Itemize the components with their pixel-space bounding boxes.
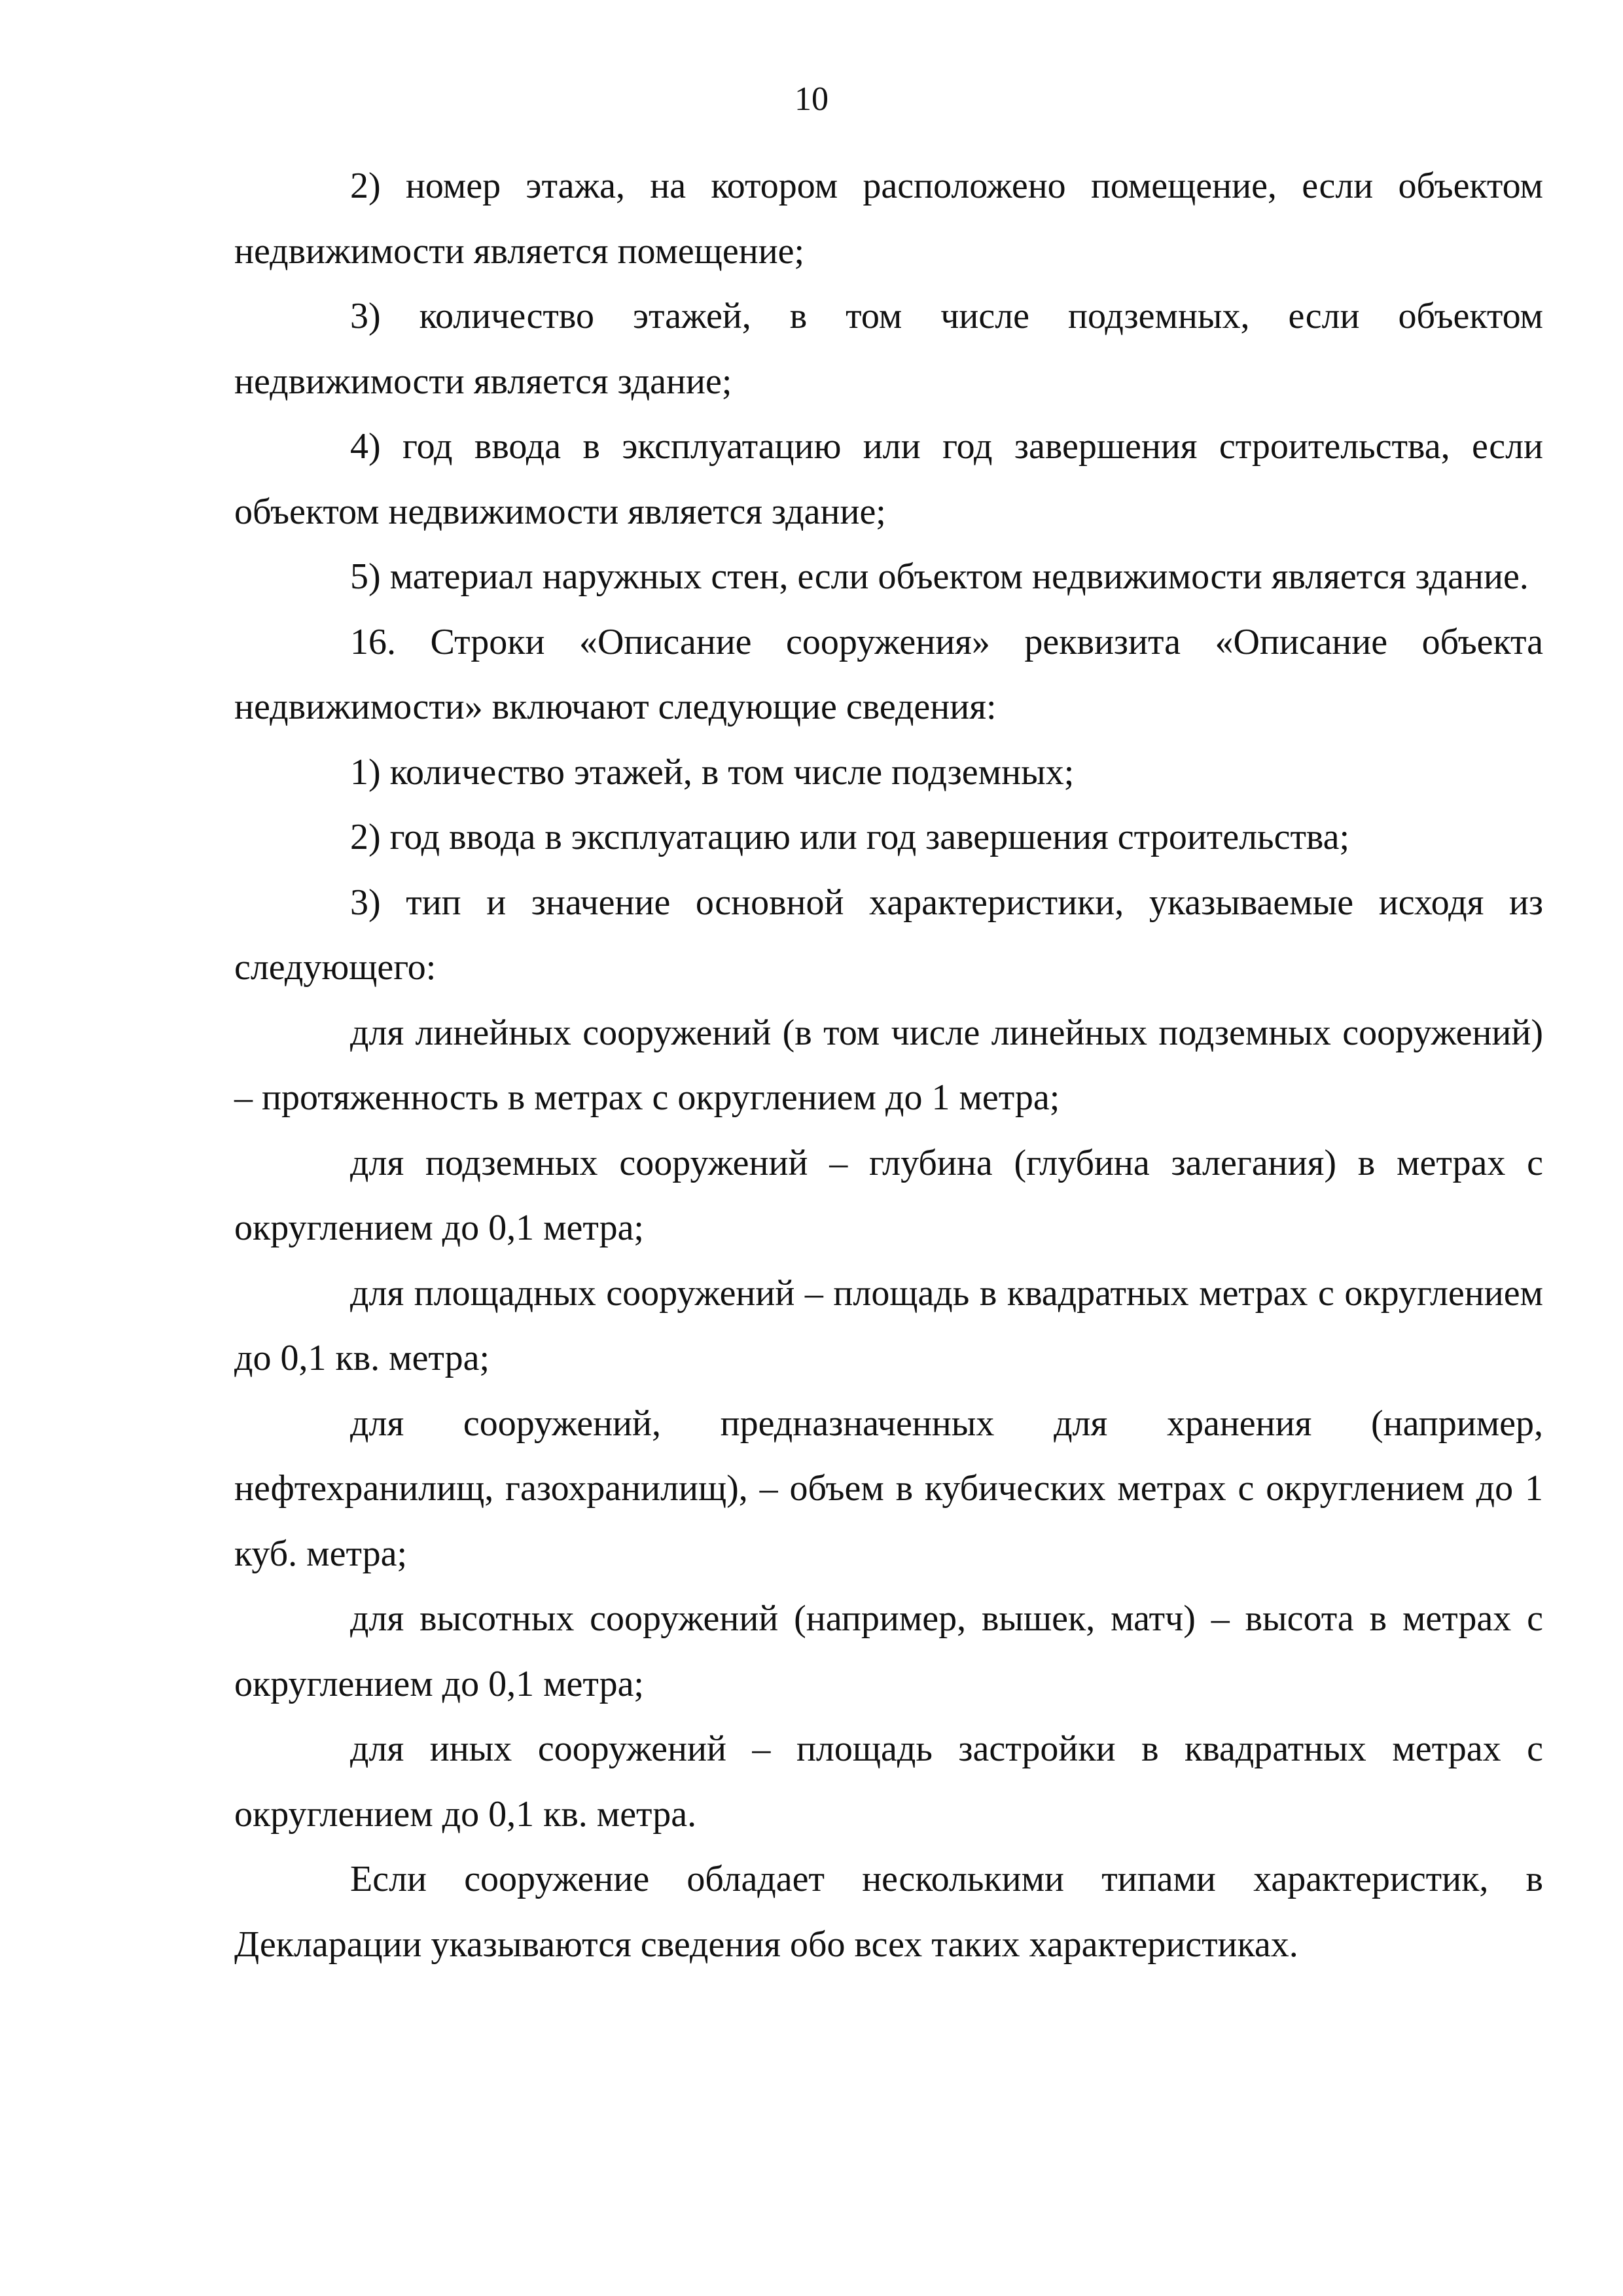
paragraph-area-structures: для площадных сооружений – площадь в квадратных метрах с округлением до 0,1 кв. метра; — [234, 1272, 1543, 1378]
paragraph-structure-item-3: 3) тип и значение основной характеристики, указываемые исходя из следующего: — [234, 882, 1543, 988]
paragraph-item-4-year: 4) год ввода в эксплуатацию или год завершения строительства, если объектом недвижимости является здание; — [234, 426, 1543, 532]
paragraph-item-5-wall-material: 5) материал наружных стен, если объектом недвижимости является здание. — [350, 556, 1529, 597]
page-number: 10 — [794, 81, 829, 118]
paragraph-item-2-floor-number: 2) номер этажа, на котором расположено помещение, если объектом недвижимости является помещение; — [234, 166, 1543, 272]
paragraph-multiple-characteristics: Если сооружение обладает несколькими типами характеристик, в Декларации указываются сведения обо всех таких характеристиках. — [234, 1859, 1543, 1965]
paragraph-section-16: 16. Строки «Описание сооружения» реквизита «Описание объекта недвижимости» включают следующие сведения: — [234, 621, 1543, 727]
paragraph-storage-structures: для сооружений, предназначенных для хранения (например, нефтехранилищ, газохранилищ), – объем в кубических метрах с округлением до 1 куб. метра; — [234, 1403, 1543, 1574]
paragraph-underground-structures: для подземных сооружений – глубина (глубина залегания) в метрах с округлением до 0,1 метра; — [234, 1142, 1543, 1248]
paragraph-item-3-floor-count: 3) количество этажей, в том числе подземных, если объектом недвижимости является здание; — [234, 296, 1543, 402]
paragraph-high-rise-structures: для высотных сооружений (например, вышек, матч) – высота в метрах с округлением до 0,1 метра; — [234, 1598, 1543, 1704]
paragraph-linear-structures: для линейных сооружений (в том числе линейных подземных сооружений) – протяженность в метрах с округлением до 1 метра; — [234, 1012, 1543, 1118]
paragraph-structure-item-1: 1) количество этажей, в том числе подземных; — [350, 751, 1075, 793]
paragraph-other-structures: для иных сооружений – площадь застройки в квадратных метрах с округлением до 0,1 кв. метра. — [234, 1729, 1543, 1835]
paragraph-structure-item-2: 2) год ввода в эксплуатацию или год завершения строительства; — [350, 817, 1350, 857]
document-body — [234, 154, 1543, 1977]
